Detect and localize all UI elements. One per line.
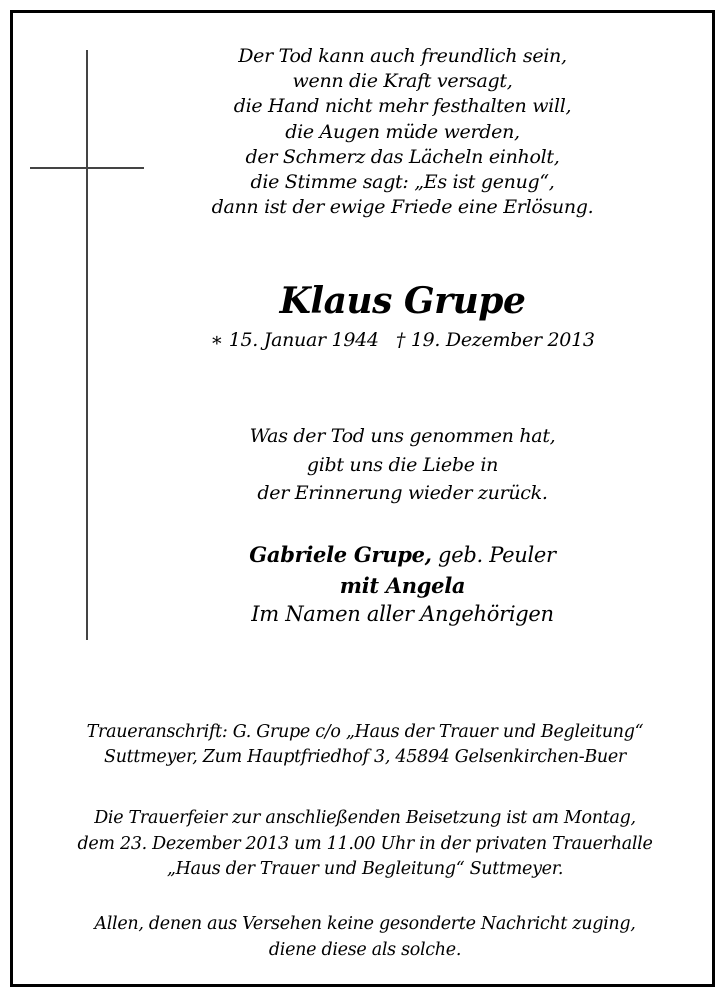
acknowledgement-line: diene diese als solche. [268, 939, 462, 960]
mourning-address [20, 720, 710, 769]
quote-line: der Erinnerung wieder zurück. [257, 482, 548, 504]
mourner-name: Gabriele Grupe, [249, 542, 432, 567]
mourner-with: mit Angela [339, 572, 466, 598]
mourner-line [150, 540, 655, 571]
life-dates [150, 328, 655, 353]
quote-line: gibt uns die Liebe in [306, 453, 499, 476]
poem-line: wenn die Kraft versagt, [292, 70, 513, 93]
ceremony-line: Die Trauerfeier zur anschließenden Beisetzung ist am Montag, [94, 808, 636, 828]
deceased-name: Klaus Grupe [279, 280, 526, 322]
poem-line: die Augen müde werden, [285, 120, 520, 143]
acknowledgement-line: Allen, denen aus Versehen keine gesonderte Nachricht zuging, [94, 914, 636, 934]
quote-line: Was der Tod uns genommen hat, [249, 425, 556, 447]
mourners [150, 540, 655, 630]
poem-line: Der Tod kann auch freundlich sein, [238, 45, 567, 67]
quote [150, 422, 655, 508]
death-symbol: † [395, 329, 406, 351]
address-line: Traueranschrift: G. Grupe c/o „Haus der Trauer und Begleitung“ [86, 722, 644, 742]
poem-line: dann ist der ewige Friede eine Erlösung. [211, 196, 594, 219]
cross-horizontal-bar [30, 167, 144, 169]
birth-date: 15. Januar 1944 [228, 329, 379, 351]
poem [150, 44, 655, 220]
mourner-on-behalf: Im Namen aller Angehörigen [251, 602, 554, 626]
acknowledgement [20, 912, 710, 963]
ceremony-line: dem 23. Dezember 2013 um 11.00 Uhr in der privaten Trauerhalle [77, 833, 653, 854]
cross-vertical-bar [86, 50, 88, 640]
poem-line: der Schmerz das Lächeln einholt, [245, 145, 560, 168]
death-date: 19. Dezember 2013 [410, 329, 595, 351]
address-line: Suttmeyer, Zum Hauptfriedhof 3, 45894 Gelsenkirchen-Buer [104, 746, 626, 767]
poem-line: die Stimme sagt: „Es ist genug“, [250, 171, 555, 194]
birth-symbol: ∗ [210, 329, 223, 351]
poem-line: die Hand nicht mehr festhalten will, [233, 95, 572, 118]
ceremony-notice [20, 806, 710, 883]
ceremony-line: „Haus der Trauer und Begleitung“ Suttmeyer. [166, 859, 564, 879]
mourner-maiden-name: geb. Peuler [438, 543, 556, 567]
